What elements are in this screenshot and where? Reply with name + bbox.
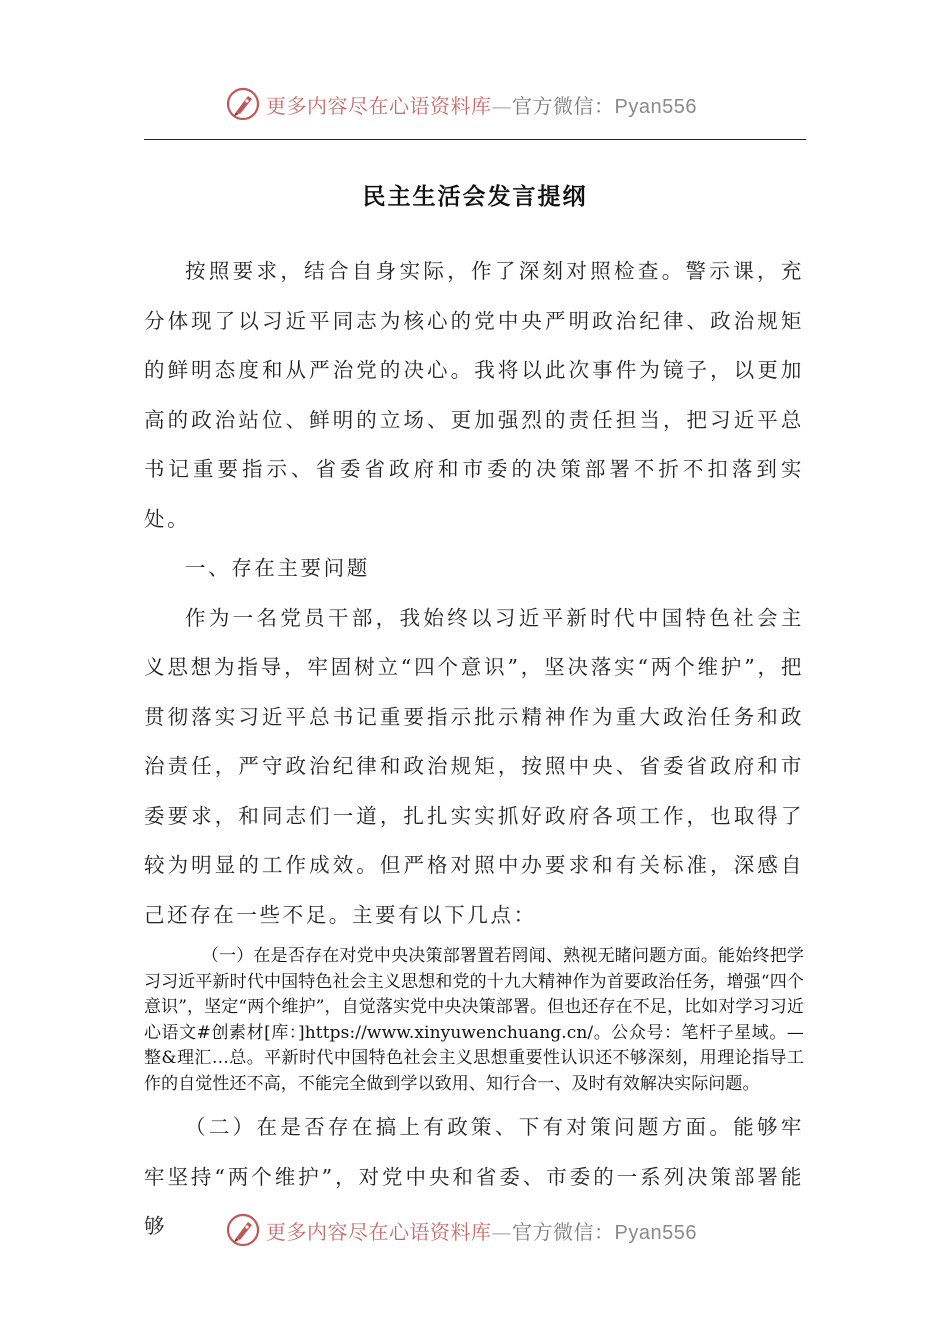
pen-nib-logo-icon xyxy=(226,87,260,121)
header-banner-text xyxy=(266,90,697,119)
paragraph-item-2: （二）在是否存在搞上有政策、下有对策问题方面。能够牢牢坚持“两个维护”，对党中央和省委、市委的一系列决策部署能够 xyxy=(144,1115,804,1238)
document-body xyxy=(144,247,804,1252)
header-site-name: 更多内容尽在心语资料库 xyxy=(266,93,492,118)
footer-site-name: 更多内容尽在心语资料库 xyxy=(266,1219,492,1244)
footer-dash: — xyxy=(491,1219,512,1244)
header-dash: — xyxy=(491,93,512,118)
section-heading-problems: 一、存在主要问题 xyxy=(185,556,370,580)
header-divider xyxy=(144,139,806,140)
paragraph-item-1: （一）在是否存在对党中央决策部署置若罔闻、熟视无睹问题方面。能始终把学习习近平新时代中国特色社会主义思想和党的十九大精神作为首要政治任务，增强“四个意识”，坚定“两个维护”，自觉落实党中央决策部署。但也还存在不足，比如对学习习近心语文#创素材[库：]https://www.xinyuwenchuang.cn/。公众号：笔杆子星域。—整&理汇…总。平新时代中国特色社会主义思想重要性认识还不够深刻，用理论指导工作的自觉性还不高，不能完全做到学以致用、知行合一、及时有效解决实际问题。 xyxy=(144,946,804,1094)
header-wechat-id: Pyan556 xyxy=(614,95,697,118)
header-banner[interactable] xyxy=(226,84,746,124)
footer-wechat-label: 官方微信： xyxy=(512,1219,615,1244)
footer-banner-text xyxy=(266,1216,697,1245)
footer-banner[interactable] xyxy=(226,1210,746,1250)
header-wechat-label: 官方微信： xyxy=(512,93,615,118)
pen-nib-logo-icon xyxy=(226,1213,260,1247)
footer-wechat-id: Pyan556 xyxy=(614,1221,697,1244)
paragraph-overview: 作为一名党员干部，我始终以习近平新时代中国特色社会主义思想为指导，牢固树立“四个意识”，坚决落实“两个维护”，把贯彻落实习近平总书记重要指示批示精神作为重大政治任务和政治责任，严守政治纪律和政治规矩，按照中央、省委省政府和市委要求，和同志们一道，扎扎实实抓好政府各项工作，也取得了较为明显的工作成效。但严格对照中办要求和有关标准，深感自己还存在一些不足。主要有以下几点： xyxy=(144,605,804,927)
paragraph-intro: 按照要求，结合自身实际，作了深刻对照检查。警示课，充分体现了以习近平同志为核心的党中央严明政治纪律、政治规矩的鲜明态度和从严治党的决心。我将以此次事件为镜子，以更加高的政治站位、鲜明的立场、更加强烈的责任担当，把习近平总书记重要指示、省委省政府和市委的决策部署不折不扣落到实处。 xyxy=(144,259,804,531)
document-title: 民主生活会发言提纲 xyxy=(362,184,588,210)
